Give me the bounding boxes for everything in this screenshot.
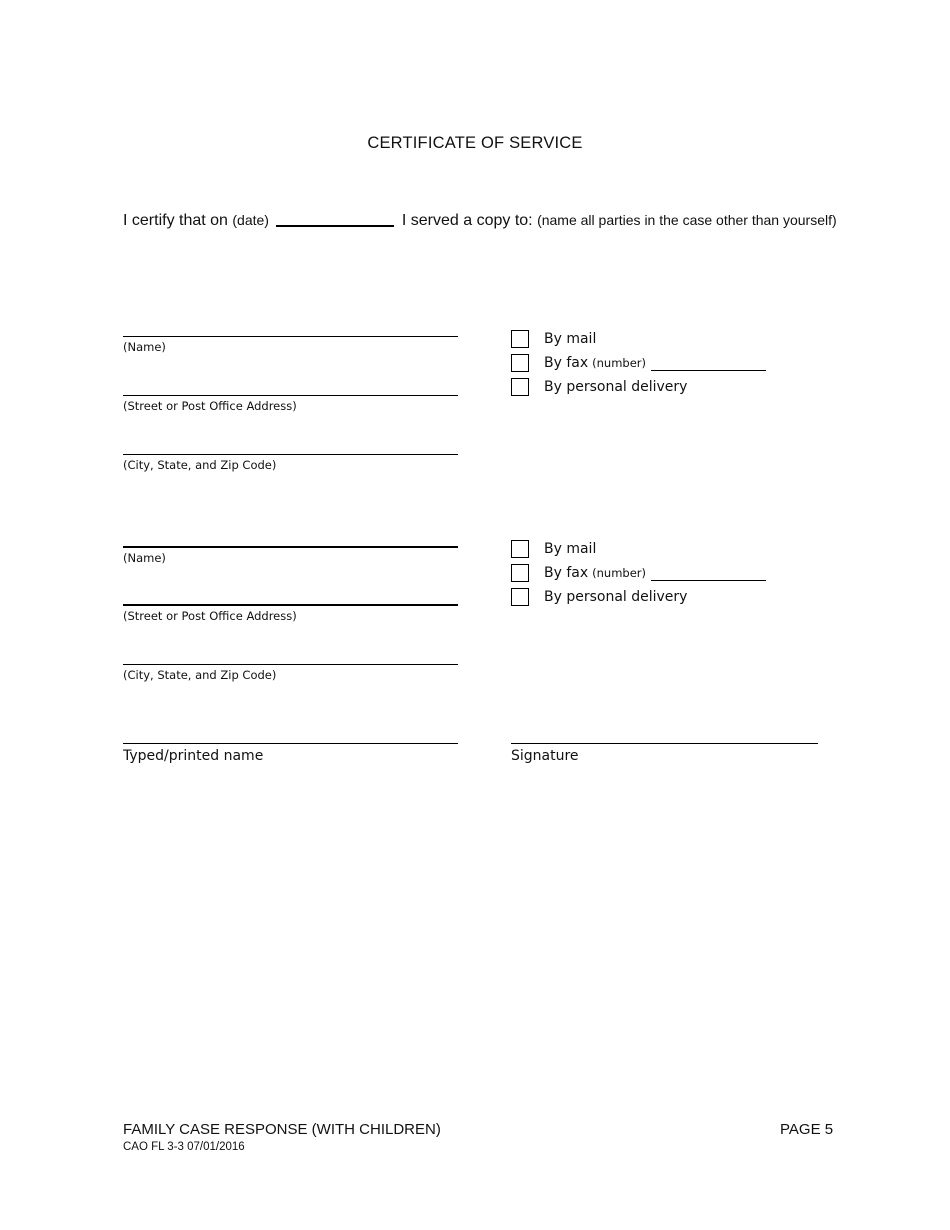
party1-fax-number-field[interactable] <box>651 356 766 371</box>
certify-prefix: I certify that on <box>123 212 228 229</box>
party1-delivery-options <box>511 328 766 398</box>
certify-statement <box>123 210 841 231</box>
party1-street-field[interactable] <box>123 395 458 396</box>
footer-form-code: CAO FL 3-3 07/01/2016 <box>123 1141 245 1153</box>
party2-city-field[interactable] <box>123 664 458 665</box>
party1-name-label: (Name) <box>123 340 166 354</box>
party2-option-mail <box>511 538 766 560</box>
party2-mail-label: By mail <box>544 541 597 557</box>
parties-instruction: (name all parties in the case other than yourself) <box>537 212 837 228</box>
party2-personal-label: By personal delivery <box>544 589 688 605</box>
party1-option-mail <box>511 328 766 350</box>
party1-personal-label: By personal delivery <box>544 379 688 395</box>
party1-mail-checkbox[interactable] <box>511 330 529 348</box>
party1-option-personal <box>511 376 766 398</box>
typed-name-label: Typed/printed name <box>123 748 264 764</box>
party2-fax-checkbox[interactable] <box>511 564 529 582</box>
party2-personal-checkbox[interactable] <box>511 588 529 606</box>
party2-fax-hint: (number) <box>592 566 646 580</box>
party1-fax-hint: (number) <box>592 356 646 370</box>
party1-option-fax <box>511 352 766 374</box>
party2-fax-number-field[interactable] <box>651 566 766 581</box>
party1-street-label: (Street or Post Office Address) <box>123 399 297 413</box>
party1-personal-checkbox[interactable] <box>511 378 529 396</box>
party2-name-label: (Name) <box>123 551 166 565</box>
party1-fax-label: By fax <box>544 355 589 371</box>
party2-street-field[interactable] <box>123 604 458 606</box>
party2-delivery-options <box>511 538 766 608</box>
party2-city-label: (City, State, and Zip Code) <box>123 668 277 682</box>
page-title: CERTIFICATE OF SERVICE <box>367 134 583 152</box>
date-hint: (date) <box>232 212 269 228</box>
party2-mail-checkbox[interactable] <box>511 540 529 558</box>
party1-mail-label: By mail <box>544 331 597 347</box>
signature-label: Signature <box>511 748 579 764</box>
party1-city-field[interactable] <box>123 454 458 455</box>
party2-street-label: (Street or Post Office Address) <box>123 609 297 623</box>
footer-page-number: PAGE 5 <box>780 1121 834 1138</box>
party1-fax-checkbox[interactable] <box>511 354 529 372</box>
footer-form-title: FAMILY CASE RESPONSE (WITH CHILDREN) <box>123 1121 441 1138</box>
party2-option-personal <box>511 586 766 608</box>
party1-name-field[interactable] <box>123 336 458 337</box>
date-field[interactable] <box>276 213 394 227</box>
typed-name-field[interactable] <box>123 743 458 744</box>
party2-fax-label: By fax <box>544 565 589 581</box>
served-text: I served a copy to: <box>401 212 533 229</box>
party2-name-field[interactable] <box>123 546 458 548</box>
party2-option-fax <box>511 562 766 584</box>
signature-field[interactable] <box>511 743 818 744</box>
party1-city-label: (City, State, and Zip Code) <box>123 458 277 472</box>
